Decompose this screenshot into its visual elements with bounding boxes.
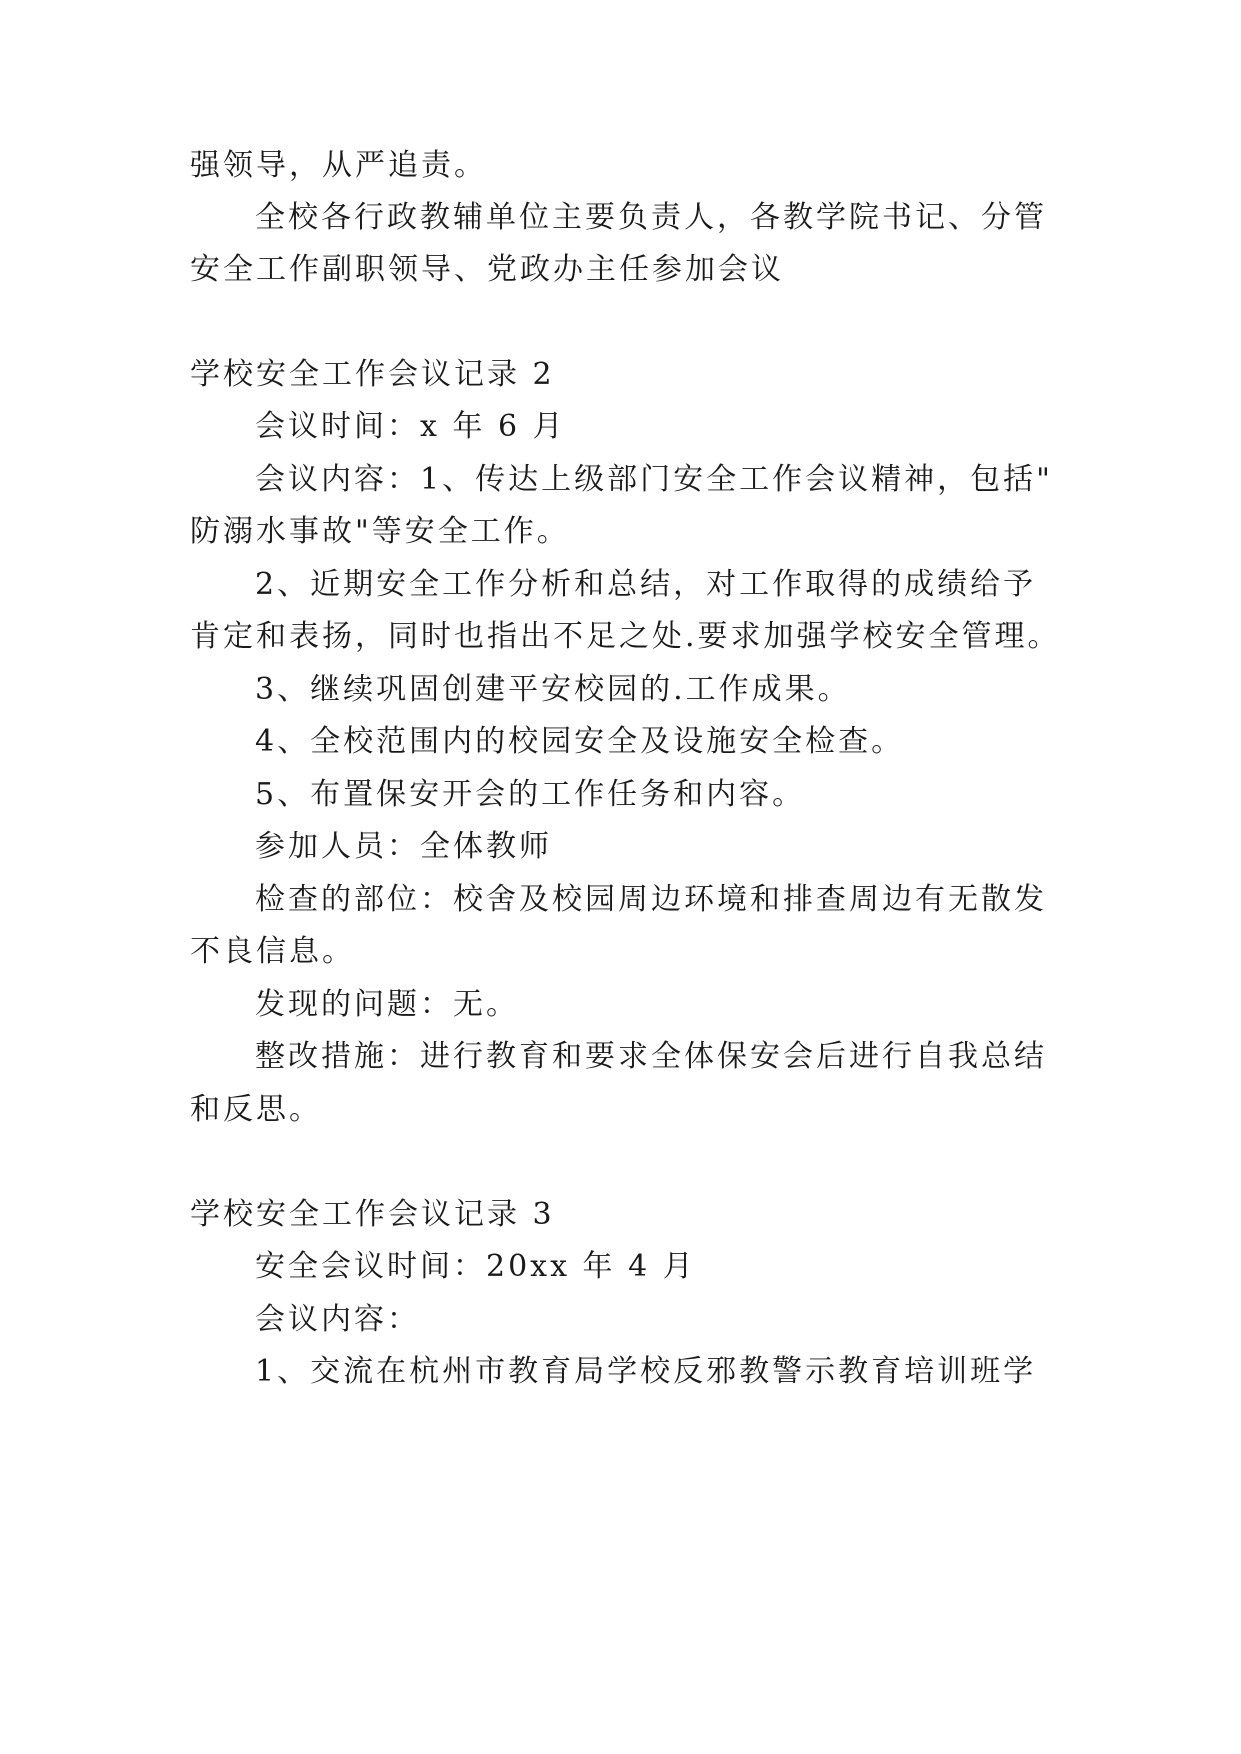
paragraph-line: 防溺水事故"等安全工作。 xyxy=(190,514,570,549)
paragraph-line: 2、近期安全工作分析和总结，对工作取得的成绩给予 xyxy=(255,567,1037,602)
paragraph-line: 强领导，从严追责。 xyxy=(190,148,487,183)
paragraph-line: 安全工作副职领导、党政办主任参加会议 xyxy=(190,252,784,287)
paragraph-line: 全校各行政教辅单位主要负责人，各教学院书记、分管 xyxy=(255,200,1047,235)
paragraph-line: 整改措施：进行教育和要求全体保安会后进行自我总结 xyxy=(255,1039,1047,1074)
paragraph-line: 检查的部位：校舍及校园周边环境和排查周边有无散发 xyxy=(255,882,1047,917)
participants: 参加人员：全体教师 xyxy=(255,829,552,864)
paragraph-line: 1、交流在杭州市教育局学校反邪教警示教育培训班学 xyxy=(255,1354,1037,1389)
paragraph-line: 3、继续巩固创建平安校园的.工作成果。 xyxy=(255,672,851,707)
section-heading: 学校安全工作会议记录 3 xyxy=(190,1197,555,1232)
paragraph-line: 4、全校范围内的校园安全及设施安全检查。 xyxy=(255,724,905,759)
paragraph-line: 会议内容：1、传达上级部门安全工作会议精神，包括" xyxy=(255,462,1053,497)
paragraph-line: 肯定和表扬，同时也指出不足之处.要求加强学校安全管理。 xyxy=(190,619,1061,654)
paragraph-line: 不良信息。 xyxy=(190,934,355,969)
meeting-time: 安全会议时间：20xx 年 4 月 xyxy=(255,1249,696,1284)
paragraph-line: 和反思。 xyxy=(190,1092,322,1127)
paragraph-line: 发现的问题：无。 xyxy=(255,987,519,1022)
meeting-time: 会议时间：x 年 6 月 xyxy=(255,409,566,444)
paragraph-line: 5、布置保安开会的工作任务和内容。 xyxy=(255,777,806,812)
section-heading: 学校安全工作会议记录 2 xyxy=(190,357,555,392)
paragraph-line: 会议内容： xyxy=(255,1302,420,1337)
